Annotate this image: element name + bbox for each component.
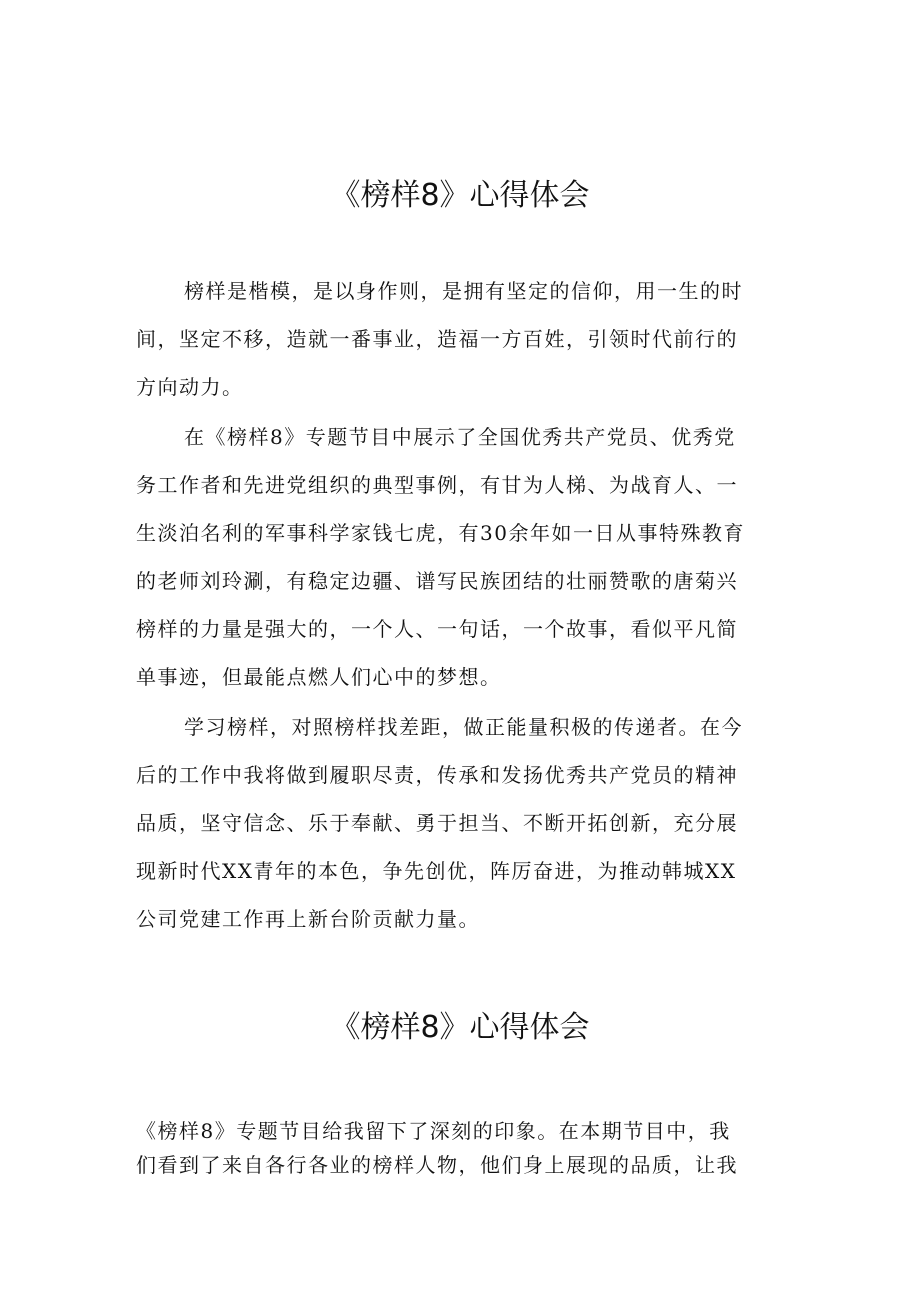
essay-1-line: 榜样的力量是强大的，一个人、一句话，一个故事，看似平凡简 bbox=[136, 617, 738, 641]
essay-1-line: 公司党建工作再上新台阶贡献力量。 bbox=[136, 907, 480, 931]
essay-1-line: 单事迹，但最能点燃人们心中的梦想。 bbox=[136, 665, 502, 689]
essay-1-line: 后的工作中我将做到履职尽责，传承和发扬优秀共产党员的精神 bbox=[136, 763, 738, 787]
essay-1-line: 现新时代XX青年的本色，争先创优，阵厉奋进，为推动韩城XX bbox=[136, 859, 737, 883]
essay-1-line: 在《榜样8》专题节目中展示了全国优秀共产党员、优秀党 bbox=[184, 425, 736, 449]
essay-1-line: 学习榜样，对照榜样找差距，做正能量积极的传递者。在今 bbox=[184, 715, 743, 739]
essay-1-line: 务工作者和先进党组织的典型事例，有甘为人梯、为战育人、一 bbox=[136, 473, 738, 497]
essay-1-title: 《榜样8》心得体会 bbox=[330, 178, 590, 213]
essay-1-line: 榜样是楷模，是以身作则，是拥有坚定的信仰，用一生的时 bbox=[184, 279, 743, 303]
essay-1-line: 生淡泊名利的军事科学家钱七虎，有30余年如一日从事特殊教育 bbox=[136, 521, 745, 545]
essay-1-line: 方向动力。 bbox=[136, 375, 244, 399]
essay-2-line: 们看到了来自各行各业的榜样人物，他们身上展现的品质，让我 bbox=[136, 1153, 738, 1177]
essay-1-line: 间，坚定不移，造就一番事业，造福一方百姓，引领时代前行的 bbox=[136, 327, 738, 351]
essay-2-line: 《榜样8》专题节目给我留下了深刻的印象。在本期节目中，我 bbox=[136, 1119, 731, 1143]
essay-1-line: 品质，坚守信念、乐于奉献、勇于担当、不断开拓创新，充分展 bbox=[136, 811, 738, 835]
essay-1-line: 的老师刘玲涮，有稳定边疆、谱写民族团结的壮丽赞歌的唐菊兴 bbox=[136, 569, 738, 593]
essay-2-title: 《榜样8》心得体会 bbox=[330, 1010, 590, 1045]
